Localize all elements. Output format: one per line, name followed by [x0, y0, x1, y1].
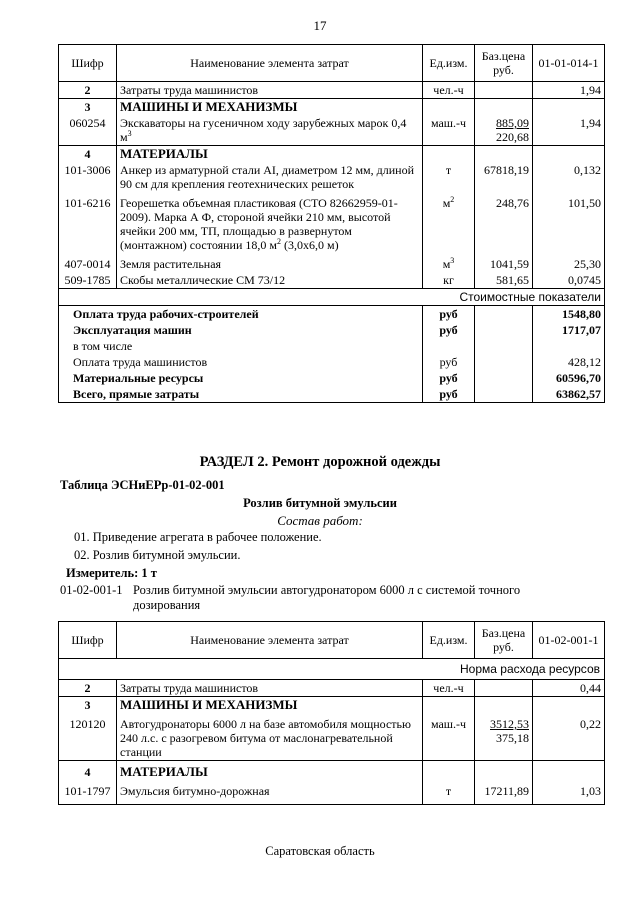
resource-table-2	[58, 621, 605, 805]
header-name: Наименование элемента затрат	[117, 622, 423, 659]
table-row: 101-6216 Георешетка объемная пластиковая (СТО 82662959-01-2009). Марка А Ф, стороной ячейки 210 мм, высотой ячейки 200 мм, ТП, площадью в развернутом (монтажном) состоянии 18,0 $м^2$ (3,0х6,0 м) $м^2$ 248,76 101,50	[59, 192, 605, 253]
norm-label-row: Норма расхода ресурсов	[59, 659, 605, 680]
summary-row: Оплата труда машинистов руб 428,12	[59, 354, 605, 370]
summary-row: Всего, прямые затраты руб 63862,57	[59, 386, 605, 403]
table-row: 509-1785 Скобы металлические СМ 73/12 кг 581,65 0,0745	[59, 272, 605, 289]
header-norm-code: 01-02-001-1	[533, 622, 605, 659]
composition-title: Состав работ:	[277, 513, 363, 528]
header-code: Шифр	[59, 622, 117, 659]
summary-row: Материальные ресурсы руб 60596,70	[59, 370, 605, 386]
work-item: 02. Розлив битумной эмульсии.	[74, 548, 241, 562]
table-row: 2 Затраты труда машинистов чел.-ч 0,44	[59, 680, 605, 697]
section-row: 4 МАТЕРИАЛЫ	[59, 761, 605, 781]
summary-row: в том числе	[59, 338, 605, 354]
header-unit: Ед.изм.	[423, 45, 475, 82]
header-unit: Ед.изм.	[423, 622, 475, 659]
section-row: 3 МАШИНЫ И МЕХАНИЗМЫ	[59, 99, 605, 116]
section-row: 3 МАШИНЫ И МЕХАНИЗМЫ	[59, 697, 605, 714]
cost-indicators-row: Стоимостные показатели	[59, 289, 605, 306]
table-id: Таблица ЭСНиЕРр-01-02-001	[60, 478, 225, 492]
work-item: 01. Приведение агрегата в рабочее положение.	[74, 530, 322, 544]
header-name: Наименование элемента затрат	[117, 45, 423, 82]
table-row: 060254 Экскаваторы на гусеничном ходу зарубежных марок 0,4 $м^3$ маш.-ч 885,09 220,68 1,94	[59, 115, 605, 146]
resource-table-1	[58, 44, 605, 403]
summary-row: Оплата труда рабочих-строителей руб 1548,80	[59, 306, 605, 323]
header-code: Шифр	[59, 45, 117, 82]
section-row: 4 МАТЕРИАЛЫ	[59, 146, 605, 163]
table-row: 120120 Автогудронаторы 6000 л на базе автомобиля мощностью 240 л.с. с разогревом битума от маслонагревательной станции маш.-ч 3512,53 375,18 0,22	[59, 713, 605, 761]
section-title: РАЗДЕЛ 2. Ремонт дорожной одежды	[199, 454, 441, 470]
table-row: 101-1797 Эмульсия битумно-дорожная т 17211,89 1,03	[59, 780, 605, 805]
measure-unit: Измеритель: 1 т	[66, 566, 157, 580]
header-price: Баз.цена руб.	[475, 622, 533, 659]
table-row: 407-0014 Земля растительная $м^3$ 1041,59 25,30	[59, 253, 605, 272]
item-code: 01-02-001-1	[60, 583, 123, 597]
summary-row: Эксплуатация машин руб 1717,07	[59, 322, 605, 338]
footer-region: Саратовская область	[265, 844, 375, 858]
table-subtitle: Розлив битумной эмульсии	[243, 496, 397, 510]
table-row: 2 Затраты труда машинистов чел.-ч 1,94	[59, 82, 605, 99]
page-number: 17	[313, 18, 327, 33]
header-norm-code: 01-01-014-1	[533, 45, 605, 82]
header-price: Баз.цена руб.	[475, 45, 533, 82]
table-row: 101-3006 Анкер из арматурной стали AI, диаметром 12 мм, длиной 90 см для крепления геотехнических решеток т 67818,19 0,132	[59, 162, 605, 192]
table-header	[59, 45, 605, 82]
item-description: Розлив битумной эмульсии автогудронатором 6000 л с системой точного дозирования	[133, 583, 521, 612]
table-header	[59, 622, 605, 659]
